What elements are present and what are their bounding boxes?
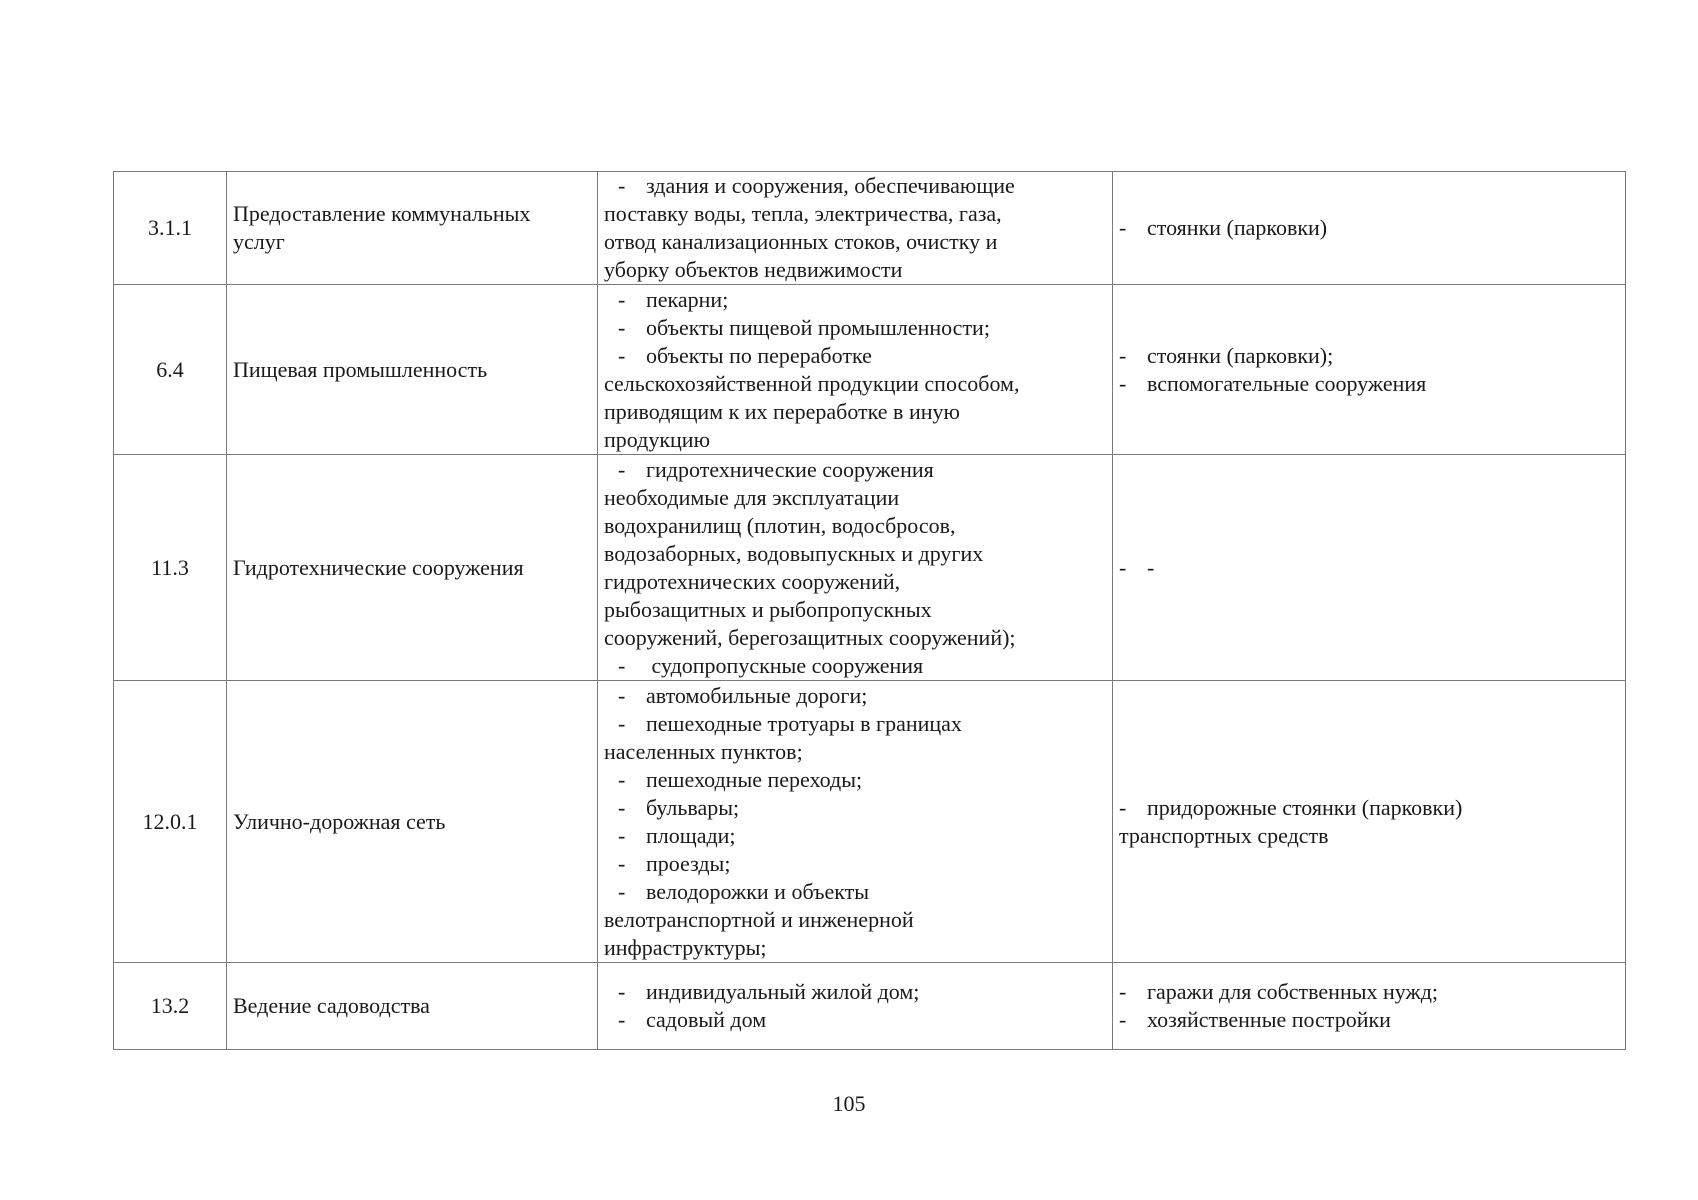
list-item xyxy=(604,568,1106,596)
list-item xyxy=(1119,342,1619,370)
dash-bullet: - xyxy=(618,822,626,848)
list-item xyxy=(604,286,1106,314)
list-item-text: объекты по переработке xyxy=(646,342,872,368)
dash-bullet: - xyxy=(618,1007,626,1032)
list-item xyxy=(604,934,1106,962)
dash-bullet: - xyxy=(618,766,626,792)
list-item xyxy=(604,512,1106,540)
dash-bullet: - xyxy=(1119,215,1127,240)
dash-bullet: - xyxy=(1119,370,1127,396)
list-item-text: необходимые для эксплуатации xyxy=(604,484,900,510)
list-item-text: садовый дом xyxy=(646,1007,767,1032)
use-name-line: услуг xyxy=(233,229,285,254)
list-item xyxy=(1119,370,1619,398)
list-item xyxy=(604,766,1106,794)
use-name-line: Улично-дорожная сеть xyxy=(233,808,446,834)
list-item xyxy=(604,172,1106,200)
list-item-text: сооружений, берегозащитных сооружений); xyxy=(604,624,1016,650)
list-item-text: населенных пунктов; xyxy=(604,738,803,764)
cell-auxiliary-uses xyxy=(1113,172,1626,285)
list-item xyxy=(604,738,1106,766)
list-item xyxy=(1119,794,1619,822)
cell-auxiliary-uses xyxy=(1113,285,1626,455)
list-item-text: стоянки (парковки); xyxy=(1147,342,1334,368)
list-item xyxy=(604,850,1106,878)
list-item-text: здания и сооружения, обеспечивающие xyxy=(646,173,1015,198)
list-item xyxy=(604,794,1106,822)
list-item-text: продукцию xyxy=(604,426,711,452)
list-item-text: стоянки (парковки) xyxy=(1147,215,1328,240)
table-row xyxy=(114,285,1626,455)
list-item xyxy=(604,1006,1106,1034)
cell-code: 11.3 xyxy=(114,455,227,681)
cell-code: 12.0.1 xyxy=(114,681,227,963)
list-item-text: гидротехнические сооружения xyxy=(646,456,934,482)
dash-bullet: - xyxy=(618,314,626,340)
list-item-text: велодорожки и объекты xyxy=(646,878,870,904)
use-name-line: Предоставление коммунальных xyxy=(233,201,531,226)
list-item xyxy=(604,978,1106,1006)
cell-main-uses xyxy=(598,172,1113,285)
list-item-text: вспомогательные сооружения xyxy=(1147,370,1427,396)
list-item-text: гаражи для собственных нужд; xyxy=(1147,979,1438,1004)
list-item-text: пекарни; xyxy=(646,286,729,312)
cell-use-name xyxy=(227,963,598,1050)
use-name-line: Ведение садоводства xyxy=(233,993,430,1018)
list-item xyxy=(604,314,1106,342)
list-item-text: бульвары; xyxy=(646,794,740,820)
list-item xyxy=(604,652,1106,680)
list-item-text: придорожные стоянки (парковки) xyxy=(1147,794,1463,820)
list-item-text: - xyxy=(1147,554,1155,580)
list-item-text: водозаборных, водовыпускных и других xyxy=(604,540,984,566)
list-item xyxy=(1119,978,1619,1006)
list-item-text: транспортных средств xyxy=(1119,822,1329,848)
list-item xyxy=(604,596,1106,624)
list-item xyxy=(604,624,1106,652)
cell-auxiliary-uses xyxy=(1113,963,1626,1050)
cell-main-uses xyxy=(598,285,1113,455)
table-row xyxy=(114,455,1626,681)
cell-main-uses xyxy=(598,963,1113,1050)
list-item xyxy=(604,878,1106,906)
list-item xyxy=(604,426,1106,454)
land-use-table xyxy=(113,171,1626,1050)
use-name-line: Гидротехнические сооружения xyxy=(233,554,524,580)
table-row xyxy=(114,681,1626,963)
list-item-text: индивидуальный жилой дом; xyxy=(646,979,920,1004)
list-item-text: рыбозащитных и рыбопропускных xyxy=(604,596,932,622)
dash-bullet: - xyxy=(618,682,626,708)
cell-auxiliary-uses xyxy=(1113,455,1626,681)
page-number: 105 xyxy=(832,1091,866,1116)
dash-bullet: - xyxy=(618,286,626,312)
dash-bullet: - xyxy=(618,794,626,820)
dash-bullet: - xyxy=(618,173,626,198)
list-item xyxy=(604,398,1106,426)
cell-use-name xyxy=(227,172,598,285)
list-item xyxy=(604,342,1106,370)
list-item-text: объекты пищевой промышленности; xyxy=(646,314,990,340)
dash-bullet: - xyxy=(1119,1007,1127,1032)
list-item-text: хозяйственные постройки xyxy=(1147,1007,1391,1032)
dash-bullet: - xyxy=(1119,342,1127,368)
cell-use-name xyxy=(227,455,598,681)
dash-bullet: - xyxy=(618,342,626,368)
dash-bullet: - xyxy=(618,850,626,876)
list-item xyxy=(604,710,1106,738)
list-item-text: уборку объектов недвижимости xyxy=(604,257,903,282)
list-item xyxy=(1119,822,1619,850)
list-item xyxy=(604,228,1106,256)
list-item xyxy=(1119,214,1619,242)
cell-use-name xyxy=(227,285,598,455)
list-item xyxy=(604,906,1106,934)
list-item-text: приводящим к их переработке в иную xyxy=(604,398,960,424)
list-item-text: площади; xyxy=(646,822,736,848)
table-row xyxy=(114,172,1626,285)
list-item-text: сельскохозяйственной продукции способом, xyxy=(604,370,1020,396)
list-item-text: судопропускные сооружения xyxy=(646,652,924,678)
dash-bullet: - xyxy=(618,878,626,904)
list-item xyxy=(604,822,1106,850)
cell-code: 13.2 xyxy=(114,963,227,1050)
list-item xyxy=(604,456,1106,484)
dash-bullet: - xyxy=(1119,979,1127,1004)
list-item xyxy=(1119,554,1619,582)
dash-bullet: - xyxy=(618,710,626,736)
cell-code: 6.4 xyxy=(114,285,227,455)
list-item xyxy=(604,200,1106,228)
list-item-text: автомобильные дороги; xyxy=(646,682,868,708)
list-item-text: пешеходные тротуары в границах xyxy=(646,710,962,736)
list-item-text: проезды; xyxy=(646,850,731,876)
list-item-text: гидротехнических сооружений, xyxy=(604,568,901,594)
list-item-text: велотранспортной и инженерной xyxy=(604,906,914,932)
use-name-line: Пищевая промышленность xyxy=(233,356,488,382)
list-item xyxy=(604,370,1106,398)
list-item xyxy=(604,484,1106,512)
list-item xyxy=(604,256,1106,284)
cell-main-uses xyxy=(598,455,1113,681)
cell-use-name xyxy=(227,681,598,963)
cell-auxiliary-uses xyxy=(1113,681,1626,963)
list-item xyxy=(1119,1006,1619,1034)
list-item xyxy=(604,682,1106,710)
dash-bullet: - xyxy=(618,652,626,678)
list-item-text: поставку воды, тепла, электричества, газа, xyxy=(604,201,1002,226)
list-item-text: инфраструктуры; xyxy=(604,934,767,960)
cell-main-uses xyxy=(598,681,1113,963)
table-row xyxy=(114,963,1626,1050)
list-item-text: пешеходные переходы; xyxy=(646,766,863,792)
dash-bullet: - xyxy=(618,456,626,482)
table-body xyxy=(114,172,1626,1050)
list-item xyxy=(604,540,1106,568)
dash-bullet: - xyxy=(1119,794,1127,820)
list-item-text: отвод канализационных стоков, очистку и xyxy=(604,229,998,254)
dash-bullet: - xyxy=(1119,554,1127,580)
list-item-text: водохранилищ (плотин, водосбросов, xyxy=(604,512,956,538)
dash-bullet: - xyxy=(618,979,626,1004)
cell-code: 3.1.1 xyxy=(114,172,227,285)
